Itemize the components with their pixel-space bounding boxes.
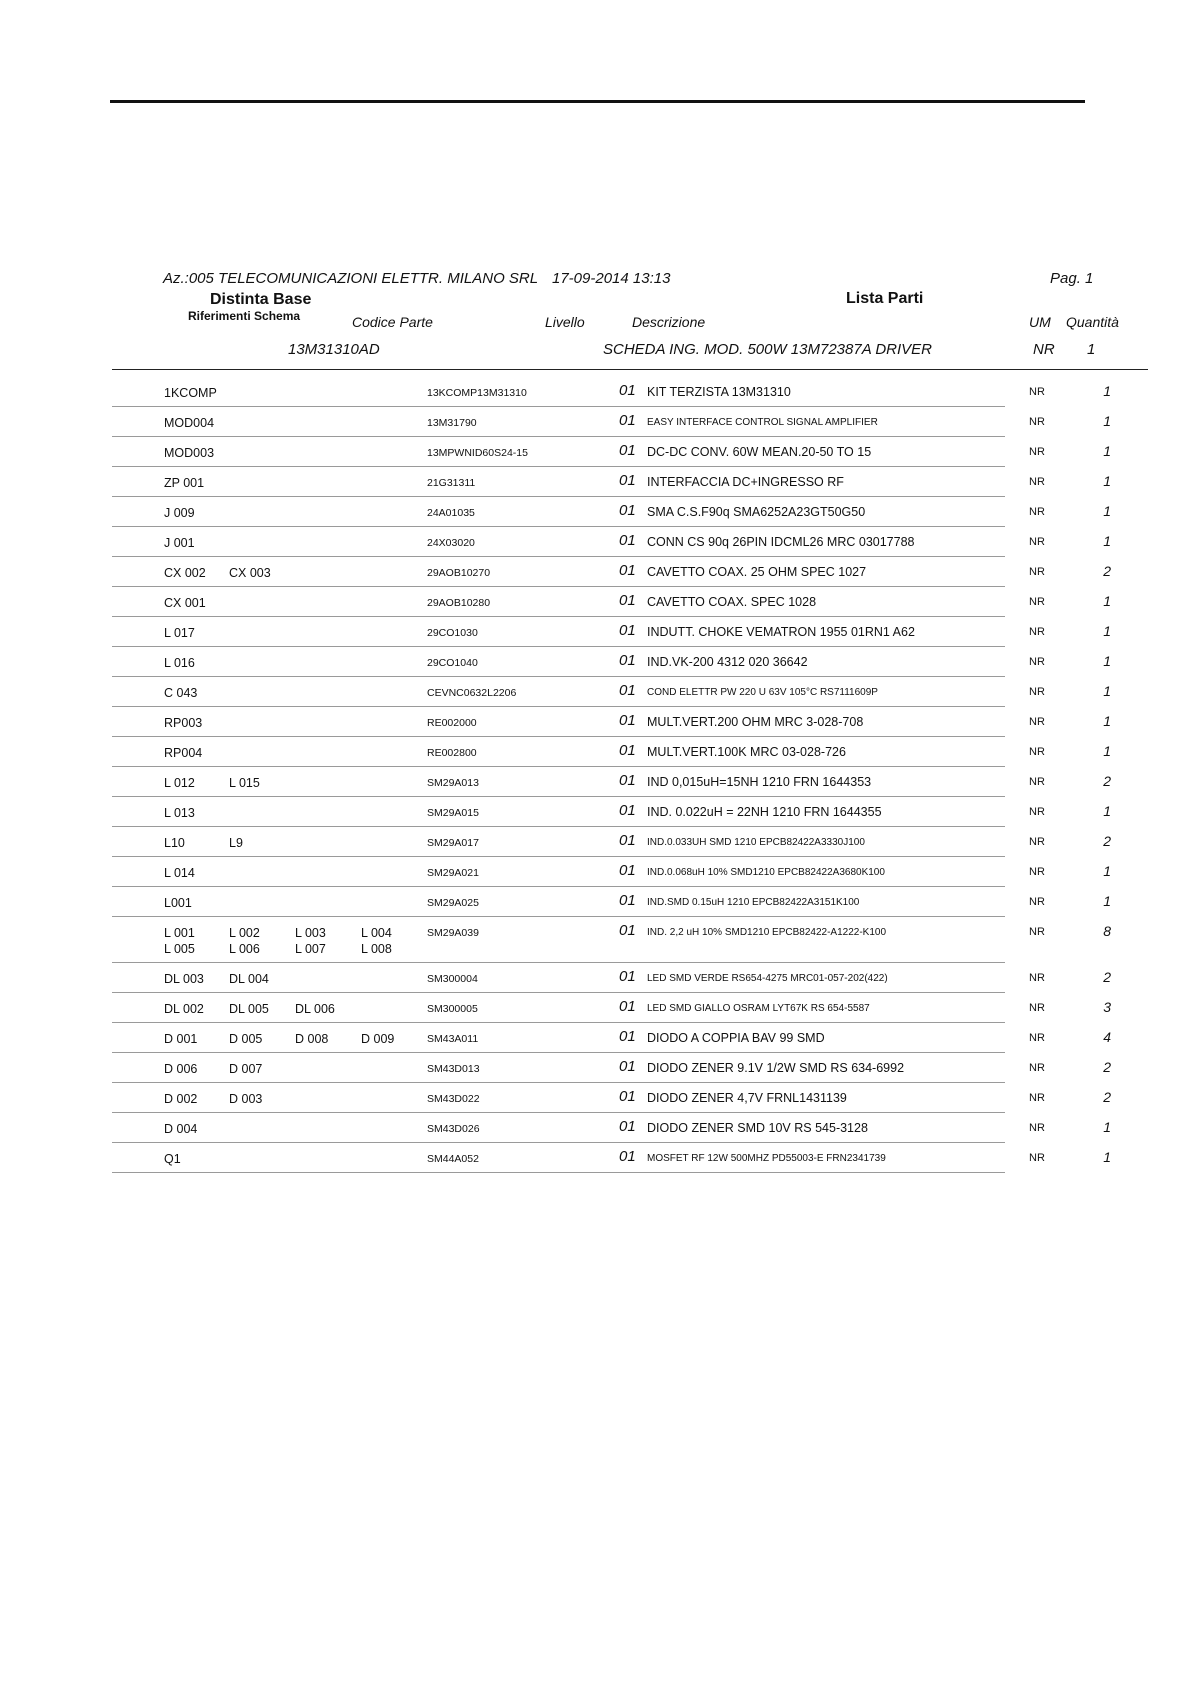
part-um: NR bbox=[1029, 1032, 1045, 1044]
part-quantity: 1 bbox=[1103, 1119, 1111, 1135]
document-subtitle: Lista Parti bbox=[846, 290, 924, 307]
part-description: COND ELETTR PW 220 U 63V 105°C RS7111609P bbox=[647, 687, 878, 698]
table-row bbox=[112, 647, 1111, 677]
part-level: 01 bbox=[619, 1118, 636, 1135]
part-description: IND 0,015uH=15NH 1210 FRN 1644353 bbox=[647, 775, 872, 789]
part-level: 01 bbox=[619, 412, 636, 429]
ref-designator: D 008 bbox=[295, 1032, 329, 1046]
part-level: 01 bbox=[619, 862, 636, 879]
ref-designator: L 013 bbox=[164, 806, 195, 820]
ref-designator: D 005 bbox=[229, 1032, 263, 1046]
part-code: SM300005 bbox=[427, 1003, 478, 1015]
part-um: NR bbox=[1029, 476, 1045, 488]
part-um: NR bbox=[1029, 1062, 1045, 1074]
part-code: 29AOB10280 bbox=[427, 597, 491, 609]
part-quantity: 4 bbox=[1103, 1029, 1111, 1045]
ref-designator: ZP 001 bbox=[164, 476, 205, 490]
part-level: 01 bbox=[619, 1058, 636, 1075]
ref-designator: CX 001 bbox=[164, 596, 206, 610]
table-row bbox=[112, 677, 1111, 707]
part-level: 01 bbox=[619, 1088, 636, 1105]
part-um: NR bbox=[1029, 626, 1045, 638]
part-quantity: 1 bbox=[1103, 473, 1111, 489]
ref-designator: DL 004 bbox=[229, 972, 269, 986]
part-level: 01 bbox=[619, 502, 636, 519]
part-quantity: 1 bbox=[1103, 413, 1111, 429]
header-rule bbox=[112, 369, 1148, 370]
part-level: 01 bbox=[619, 742, 636, 759]
ref-designator: DL 005 bbox=[229, 1002, 269, 1016]
part-level: 01 bbox=[619, 682, 636, 699]
ref-designator: C 043 bbox=[164, 686, 198, 700]
part-code: SM29A015 bbox=[427, 807, 479, 819]
ref-designator: D 007 bbox=[229, 1062, 263, 1076]
part-description: IND.0.033UH SMD 1210 EPCB82422A3330J100 bbox=[647, 837, 865, 848]
part-description: IND. 2,2 uH 10% SMD1210 EPCB82422-A1222-K100 bbox=[647, 927, 887, 938]
part-code: SM44A052 bbox=[427, 1153, 479, 1165]
part-level: 01 bbox=[619, 472, 636, 489]
table-row bbox=[112, 557, 1111, 587]
part-quantity: 2 bbox=[1103, 969, 1111, 985]
part-quantity: 1 bbox=[1103, 683, 1111, 699]
ref-designator: L 002 L 006 bbox=[229, 926, 260, 956]
part-quantity: 8 bbox=[1103, 923, 1111, 939]
ref-designator: 1KCOMP bbox=[164, 386, 217, 400]
part-level: 01 bbox=[619, 832, 636, 849]
ref-designator: D 002 bbox=[164, 1092, 198, 1106]
qty-column-header: Quantità bbox=[1066, 314, 1119, 330]
part-description: INTERFACCIA DC+INGRESSO RF bbox=[647, 475, 844, 489]
part-level: 01 bbox=[619, 622, 636, 639]
part-description: CAVETTO COAX. SPEC 1028 bbox=[647, 595, 817, 609]
table-row bbox=[112, 827, 1111, 857]
ref-designator: D 009 bbox=[361, 1032, 395, 1046]
ref-designator: L10 bbox=[164, 836, 185, 850]
part-quantity: 2 bbox=[1103, 1089, 1111, 1105]
part-um: NR bbox=[1029, 866, 1045, 878]
part-level: 01 bbox=[619, 712, 636, 729]
page-number: Pag. 1 bbox=[1050, 270, 1094, 287]
part-level: 01 bbox=[619, 562, 636, 579]
part-um: NR bbox=[1029, 1092, 1045, 1104]
table-row bbox=[112, 887, 1111, 917]
ref-designator: Q1 bbox=[164, 1152, 181, 1166]
top-rule bbox=[110, 100, 1085, 103]
part-description: MULT.VERT.200 OHM MRC 3-028-708 bbox=[647, 715, 864, 729]
ref-designator: J 001 bbox=[164, 536, 195, 550]
company-name: Az.:005 TELECOMUNICAZIONI ELETTR. MILANO SRL bbox=[163, 270, 539, 287]
part-um: NR bbox=[1029, 386, 1045, 398]
part-code: SM43D026 bbox=[427, 1123, 480, 1135]
part-quantity: 1 bbox=[1103, 743, 1111, 759]
part-code: 29AOB10270 bbox=[427, 567, 491, 579]
ref-designator: L001 bbox=[164, 896, 192, 910]
part-code: RE002800 bbox=[427, 747, 477, 759]
table-row bbox=[112, 1143, 1111, 1173]
table-row bbox=[112, 467, 1111, 497]
part-code: 21G31311 bbox=[427, 477, 476, 489]
part-code: SM29A021 bbox=[427, 867, 479, 879]
part-um: NR bbox=[1029, 506, 1045, 518]
part-um: NR bbox=[1029, 1152, 1045, 1164]
table-row bbox=[112, 527, 1111, 557]
table-row bbox=[112, 707, 1111, 737]
part-code: 13KCOMP13M31310 bbox=[427, 387, 527, 399]
ref-designator: DL 003 bbox=[164, 972, 204, 986]
table-row bbox=[112, 1083, 1111, 1113]
parent-um: NR bbox=[1033, 341, 1055, 358]
table-row bbox=[112, 917, 1111, 963]
part-level: 01 bbox=[619, 532, 636, 549]
part-quantity: 2 bbox=[1103, 563, 1111, 579]
part-quantity: 1 bbox=[1103, 653, 1111, 669]
part-code: SM43D022 bbox=[427, 1093, 480, 1105]
part-um: NR bbox=[1029, 806, 1045, 818]
ref-designator: J 009 bbox=[164, 506, 195, 520]
table-row bbox=[112, 993, 1111, 1023]
ref-designator: RP003 bbox=[164, 716, 203, 730]
part-um: NR bbox=[1029, 416, 1045, 428]
table-row bbox=[112, 437, 1111, 467]
table-row bbox=[112, 587, 1111, 617]
print-datetime: 17-09-2014 13:13 bbox=[552, 270, 671, 287]
table-row bbox=[112, 377, 1111, 407]
part-quantity: 1 bbox=[1103, 503, 1111, 519]
parent-description: SCHEDA ING. MOD. 500W 13M72387A DRIVER bbox=[603, 341, 932, 358]
part-code: 29CO1040 bbox=[427, 657, 478, 669]
table-row bbox=[112, 963, 1111, 993]
part-level: 01 bbox=[619, 592, 636, 609]
table-row bbox=[112, 857, 1111, 887]
part-quantity: 1 bbox=[1103, 863, 1111, 879]
part-um: NR bbox=[1029, 926, 1045, 938]
ref-designator: D 006 bbox=[164, 1062, 198, 1076]
um-column-header: UM bbox=[1029, 314, 1051, 330]
part-code: SM29A039 bbox=[427, 927, 479, 939]
ref-designator: D 001 bbox=[164, 1032, 198, 1046]
part-code: 13M31790 bbox=[427, 417, 477, 429]
ref-designator: RP004 bbox=[164, 746, 203, 760]
part-description: DIODO ZENER 9.1V 1/2W SMD RS 634-6992 bbox=[647, 1061, 905, 1075]
part-description: IND.0.068uH 10% SMD1210 EPCB82422A3680K100 bbox=[647, 867, 885, 878]
part-description: IND.SMD 0.15uH 1210 EPCB82422A3151K100 bbox=[647, 897, 860, 908]
part-um: NR bbox=[1029, 972, 1045, 984]
ref-designator: CX 003 bbox=[229, 566, 271, 580]
part-um: NR bbox=[1029, 656, 1045, 668]
part-um: NR bbox=[1029, 446, 1045, 458]
part-level: 01 bbox=[619, 998, 636, 1015]
part-code: SM29A013 bbox=[427, 777, 479, 789]
table-row bbox=[112, 1113, 1111, 1143]
part-code: SM43D013 bbox=[427, 1063, 480, 1075]
part-um: NR bbox=[1029, 566, 1045, 578]
part-code: SM300004 bbox=[427, 973, 478, 985]
ref-designator: L 017 bbox=[164, 626, 195, 640]
desc-column-header: Descrizione bbox=[632, 314, 706, 330]
ref-designator: L 003 L 007 bbox=[295, 926, 326, 956]
part-um: NR bbox=[1029, 836, 1045, 848]
part-description: SMA C.S.F90q SMA6252A23GT50G50 bbox=[647, 505, 866, 519]
part-um: NR bbox=[1029, 896, 1045, 908]
part-quantity: 1 bbox=[1103, 803, 1111, 819]
ref-designator: L 016 bbox=[164, 656, 195, 670]
part-code: 29CO1030 bbox=[427, 627, 478, 639]
ref-designator: DL 002 bbox=[164, 1002, 204, 1016]
part-level: 01 bbox=[619, 652, 636, 669]
table-row bbox=[112, 737, 1111, 767]
table-row bbox=[112, 767, 1111, 797]
part-quantity: 2 bbox=[1103, 833, 1111, 849]
part-um: NR bbox=[1029, 746, 1045, 758]
part-description: CONN CS 90q 26PIN IDCML26 MRC 03017788 bbox=[647, 535, 915, 549]
ref-designator: L 014 bbox=[164, 866, 195, 880]
ref-designator: DL 006 bbox=[295, 1002, 335, 1016]
part-code: 24X03020 bbox=[427, 537, 475, 549]
ref-designator: L 004 L 008 bbox=[361, 926, 392, 956]
part-description: EASY INTERFACE CONTROL SIGNAL AMPLIFIER bbox=[647, 417, 878, 428]
part-code: 13MPWNID60S24-15 bbox=[427, 447, 528, 459]
part-um: NR bbox=[1029, 716, 1045, 728]
part-um: NR bbox=[1029, 686, 1045, 698]
part-quantity: 2 bbox=[1103, 773, 1111, 789]
part-code: RE002000 bbox=[427, 717, 477, 729]
part-description: DIODO ZENER SMD 10V RS 545-3128 bbox=[647, 1121, 868, 1135]
part-description: IND. 0.022uH = 22NH 1210 FRN 1644355 bbox=[647, 805, 882, 819]
level-column-header: Livello bbox=[545, 314, 585, 330]
part-um: NR bbox=[1029, 596, 1045, 608]
ref-designator: MOD003 bbox=[164, 446, 215, 460]
parts-table bbox=[112, 377, 1111, 1173]
part-quantity: 1 bbox=[1103, 533, 1111, 549]
ref-designator: L9 bbox=[229, 836, 243, 850]
part-code: 24A01035 bbox=[427, 507, 475, 519]
part-um: NR bbox=[1029, 1122, 1045, 1134]
part-um: NR bbox=[1029, 536, 1045, 548]
part-quantity: 1 bbox=[1103, 593, 1111, 609]
part-quantity: 1 bbox=[1103, 1149, 1111, 1165]
part-code: SM29A017 bbox=[427, 837, 479, 849]
part-level: 01 bbox=[619, 382, 636, 399]
part-description: CAVETTO COAX. 25 OHM SPEC 1027 bbox=[647, 565, 867, 579]
part-quantity: 1 bbox=[1103, 623, 1111, 639]
table-row bbox=[112, 617, 1111, 647]
part-quantity: 1 bbox=[1103, 443, 1111, 459]
table-row bbox=[112, 1053, 1111, 1083]
part-um: NR bbox=[1029, 776, 1045, 788]
part-level: 01 bbox=[619, 922, 636, 939]
table-row bbox=[112, 797, 1111, 827]
part-description: DIODO ZENER 4,7V FRNL1431139 bbox=[647, 1091, 847, 1105]
part-quantity: 1 bbox=[1103, 383, 1111, 399]
part-description: DIODO A COPPIA BAV 99 SMD bbox=[647, 1031, 825, 1045]
ref-designator: D 003 bbox=[229, 1092, 263, 1106]
part-description: KIT TERZISTA 13M31310 bbox=[647, 385, 791, 399]
parent-quantity: 1 bbox=[1087, 341, 1096, 358]
part-description: MOSFET RF 12W 500MHZ PD55003-E FRN2341739 bbox=[647, 1153, 886, 1164]
part-level: 01 bbox=[619, 802, 636, 819]
document-title: Distinta Base bbox=[210, 291, 312, 308]
part-code: SM29A025 bbox=[427, 897, 479, 909]
part-level: 01 bbox=[619, 892, 636, 909]
part-description: INDUTT. CHOKE VEMATRON 1955 01RN1 A62 bbox=[647, 625, 915, 639]
part-quantity: 1 bbox=[1103, 893, 1111, 909]
part-level: 01 bbox=[619, 442, 636, 459]
ref-designator: CX 002 bbox=[164, 566, 206, 580]
part-quantity: 1 bbox=[1103, 713, 1111, 729]
part-code: SM43A011 bbox=[427, 1033, 479, 1045]
part-code: CEVNC0632L2206 bbox=[427, 687, 517, 699]
part-description: IND.VK-200 4312 020 36642 bbox=[647, 655, 808, 669]
ref-designator: MOD004 bbox=[164, 416, 215, 430]
table-row bbox=[112, 407, 1111, 437]
part-description: LED SMD VERDE RS654-4275 MRC01-057-202(422) bbox=[647, 973, 888, 984]
code-column-header: Codice Parte bbox=[352, 314, 433, 330]
part-quantity: 2 bbox=[1103, 1059, 1111, 1075]
part-level: 01 bbox=[619, 1028, 636, 1045]
part-quantity: 3 bbox=[1103, 999, 1111, 1015]
ref-designator: L 001 L 005 bbox=[164, 926, 195, 956]
table-row bbox=[112, 497, 1111, 527]
ref-column-header: Riferimenti Schema bbox=[188, 309, 301, 323]
parent-code: 13M31310AD bbox=[288, 341, 380, 358]
part-level: 01 bbox=[619, 968, 636, 985]
ref-designator: L 012 bbox=[164, 776, 195, 790]
part-description: LED SMD GIALLO OSRAM LYT67K RS 654-5587 bbox=[647, 1003, 870, 1014]
part-um: NR bbox=[1029, 1002, 1045, 1014]
ref-designator: L 015 bbox=[229, 776, 260, 790]
table-row bbox=[112, 1023, 1111, 1053]
part-level: 01 bbox=[619, 1148, 636, 1165]
part-level: 01 bbox=[619, 772, 636, 789]
ref-designator: D 004 bbox=[164, 1122, 198, 1136]
part-description: DC-DC CONV. 60W MEAN.20-50 TO 15 bbox=[647, 445, 872, 459]
part-description: MULT.VERT.100K MRC 03-028-726 bbox=[647, 745, 846, 759]
